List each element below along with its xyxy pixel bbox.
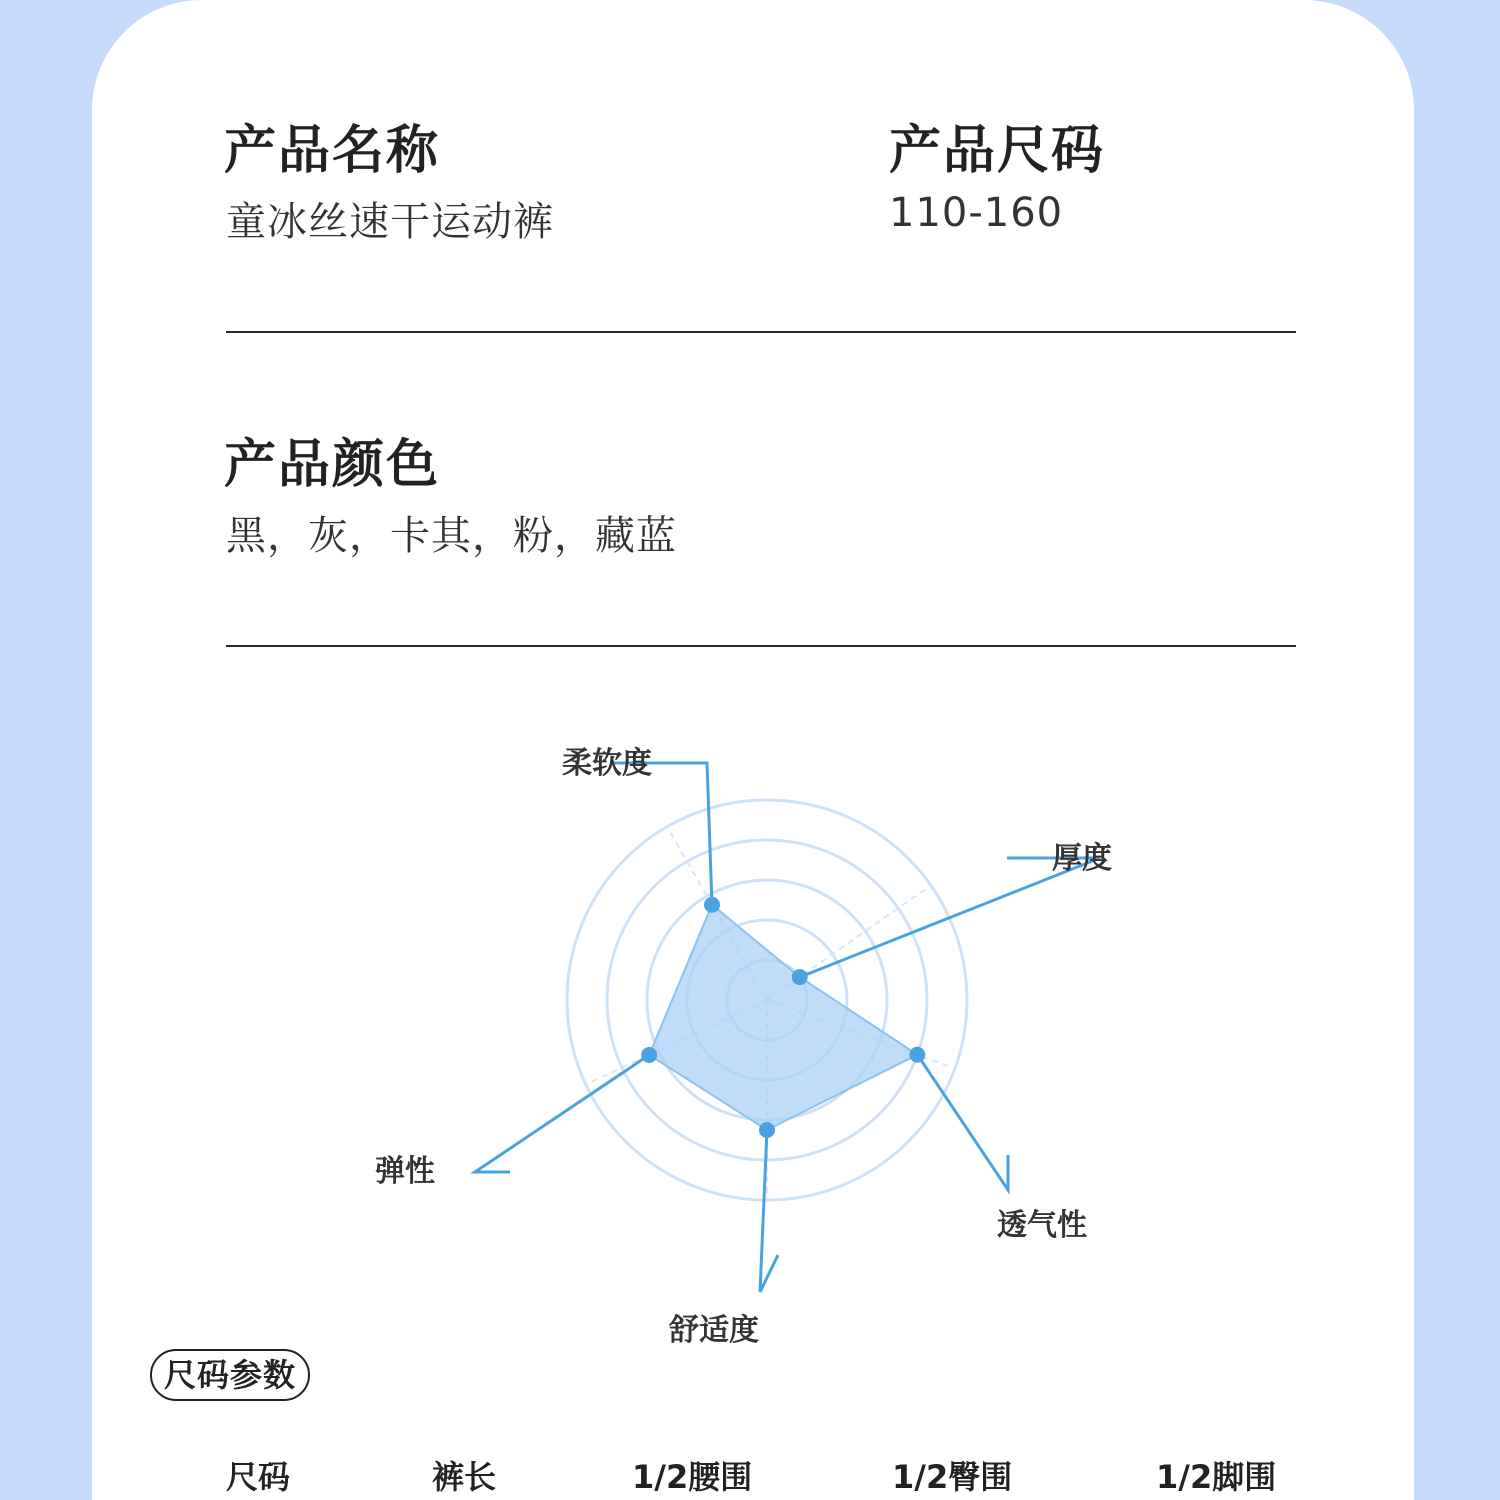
size-column-header-4: 1/2脚围	[1156, 1458, 1277, 1496]
radar-data-point	[704, 897, 720, 913]
product-color-heading: 产品颜色	[224, 435, 441, 495]
radar-data-point	[792, 969, 808, 985]
product-color-value: 黑，灰，卡其，粉，藏蓝	[226, 513, 677, 559]
product-name-heading: 产品名称	[224, 121, 441, 181]
product-size-heading: 产品尺码	[889, 121, 1106, 181]
size-column-header-1: 裤长	[432, 1458, 497, 1496]
radar-leader-line	[475, 1055, 649, 1172]
radar-data-area	[649, 905, 917, 1130]
size-column-header-3: 1/2臀围	[892, 1458, 1013, 1496]
radar-leader-line	[612, 763, 712, 905]
size-column-header-0: 尺码	[226, 1458, 291, 1496]
product-info-card	[92, 0, 1414, 1500]
size-parameters-badge: 尺码参数	[150, 1349, 310, 1401]
radar-chart	[92, 0, 1414, 1470]
radar-axis-label: 厚度	[1052, 841, 1112, 876]
product-name-value: 童冰丝速干运动裤	[226, 199, 554, 245]
radar-leader-line	[760, 1130, 778, 1292]
product-size-value: 110-160	[889, 190, 1064, 236]
radar-axis-label: 舒适度	[669, 1313, 759, 1348]
size-column-header-2: 1/2腰围	[632, 1458, 753, 1496]
radar-data-point	[759, 1122, 775, 1138]
radar-data-point	[641, 1047, 657, 1063]
radar-axis-label: 透气性	[997, 1208, 1087, 1243]
radar-data-point	[909, 1047, 925, 1063]
radar-axis-label: 弹性	[375, 1154, 435, 1189]
radar-leader-line	[917, 1055, 1008, 1190]
radar-axis-label: 柔软度	[562, 746, 652, 781]
